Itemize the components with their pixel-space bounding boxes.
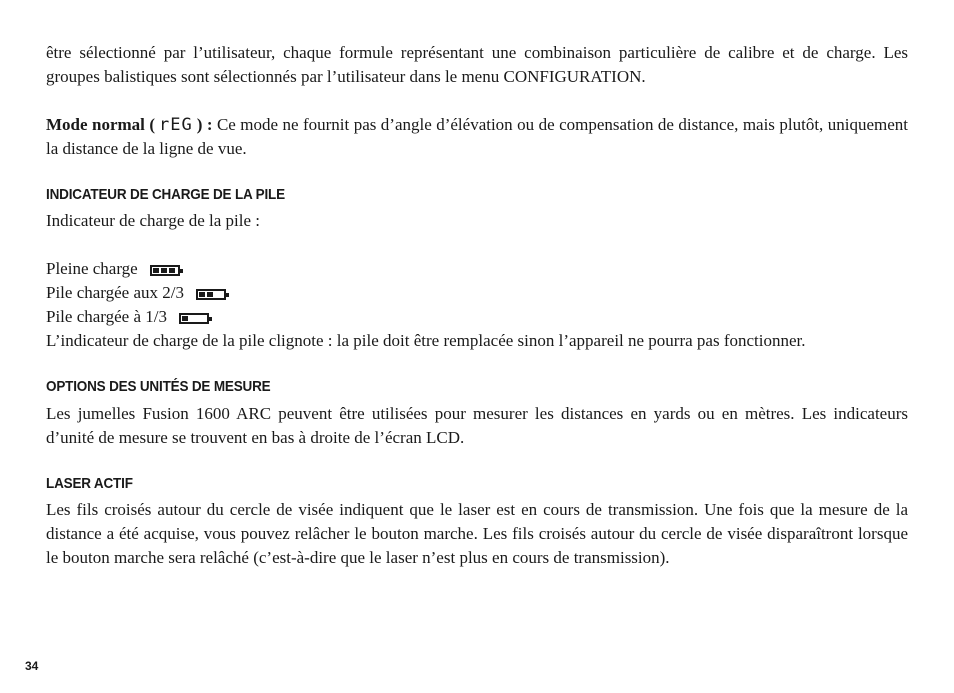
laser-heading: LASER ACTIF xyxy=(46,475,133,492)
battery-heading: INDICATEUR DE CHARGE DE LA PILE xyxy=(46,186,285,203)
battery-level-full xyxy=(46,257,908,281)
battery-level-one-third xyxy=(46,305,908,329)
units-section xyxy=(46,377,908,397)
mode-normal-paragraph xyxy=(46,113,908,161)
laser-text-block xyxy=(46,498,908,570)
laser-paragraph: Les fils croisés autour du cercle de visée indiquent que le laser est en cours de transmission. Une fois que la mesure de la distance a été acquise, vous pouvez relâcher le bouton marche. Les fils croisés autour du cercle de visée disparaîtront lorsque le bouton marche sera relâché (c’est-à-dire que le laser n’est plus en cours de transmission). xyxy=(46,500,908,567)
mode-normal-close: ) : xyxy=(196,115,213,134)
reg-display-symbol: rEG xyxy=(159,115,193,135)
units-paragraph: Les jumelles Fusion 1600 ARC peuvent être utilisées pour mesurer les distances en yards ou en mètres. Les indicateurs d’unité de mesure se trouvent en bas à droite de l’écran LCD. xyxy=(46,404,908,447)
battery-note: L’indicateur de charge de la pile clignote : la pile doit être remplacée sinon l’appareil ne pourra pas fonctionner. xyxy=(46,331,806,350)
battery-section xyxy=(46,185,908,205)
mode-normal-label: Mode normal xyxy=(46,115,145,134)
units-text-block xyxy=(46,402,908,450)
intro-paragraph: être sélectionné par l’utilisateur, chaque formule représentant une combinaison particulière de calibre et de charge. Les groupes balistiques sont sélectionnés par l’utilisateur dans le menu CONFIGURATION. xyxy=(46,43,908,86)
units-heading: OPTIONS DES UNITÉS DE MESURE xyxy=(46,378,271,395)
battery-level-two-thirds xyxy=(46,281,908,305)
battery-intro: Indicateur de charge de la pile : xyxy=(46,211,260,230)
page-number: 34 xyxy=(25,659,39,673)
battery-one-third-icon xyxy=(179,313,209,324)
mode-normal-open: ( xyxy=(149,115,155,134)
mode-normal-text: Ce mode ne fournit pas d’angle d’élévation ou de compensation de distance, mais plutôt, uniquement la distance de la ligne de vue. xyxy=(46,115,908,158)
battery-level-label: Pleine charge xyxy=(46,259,138,278)
intro-block xyxy=(46,41,908,89)
battery-level-label: Pile chargée aux 2/3 xyxy=(46,283,185,302)
battery-two-thirds-icon xyxy=(196,289,226,300)
battery-intro-block xyxy=(46,209,908,233)
battery-note-block xyxy=(46,329,908,353)
battery-full-icon xyxy=(150,265,180,276)
battery-level-label: Pile chargée à 1/3 xyxy=(46,307,168,326)
mode-normal-block xyxy=(46,113,908,161)
laser-section xyxy=(46,474,908,494)
